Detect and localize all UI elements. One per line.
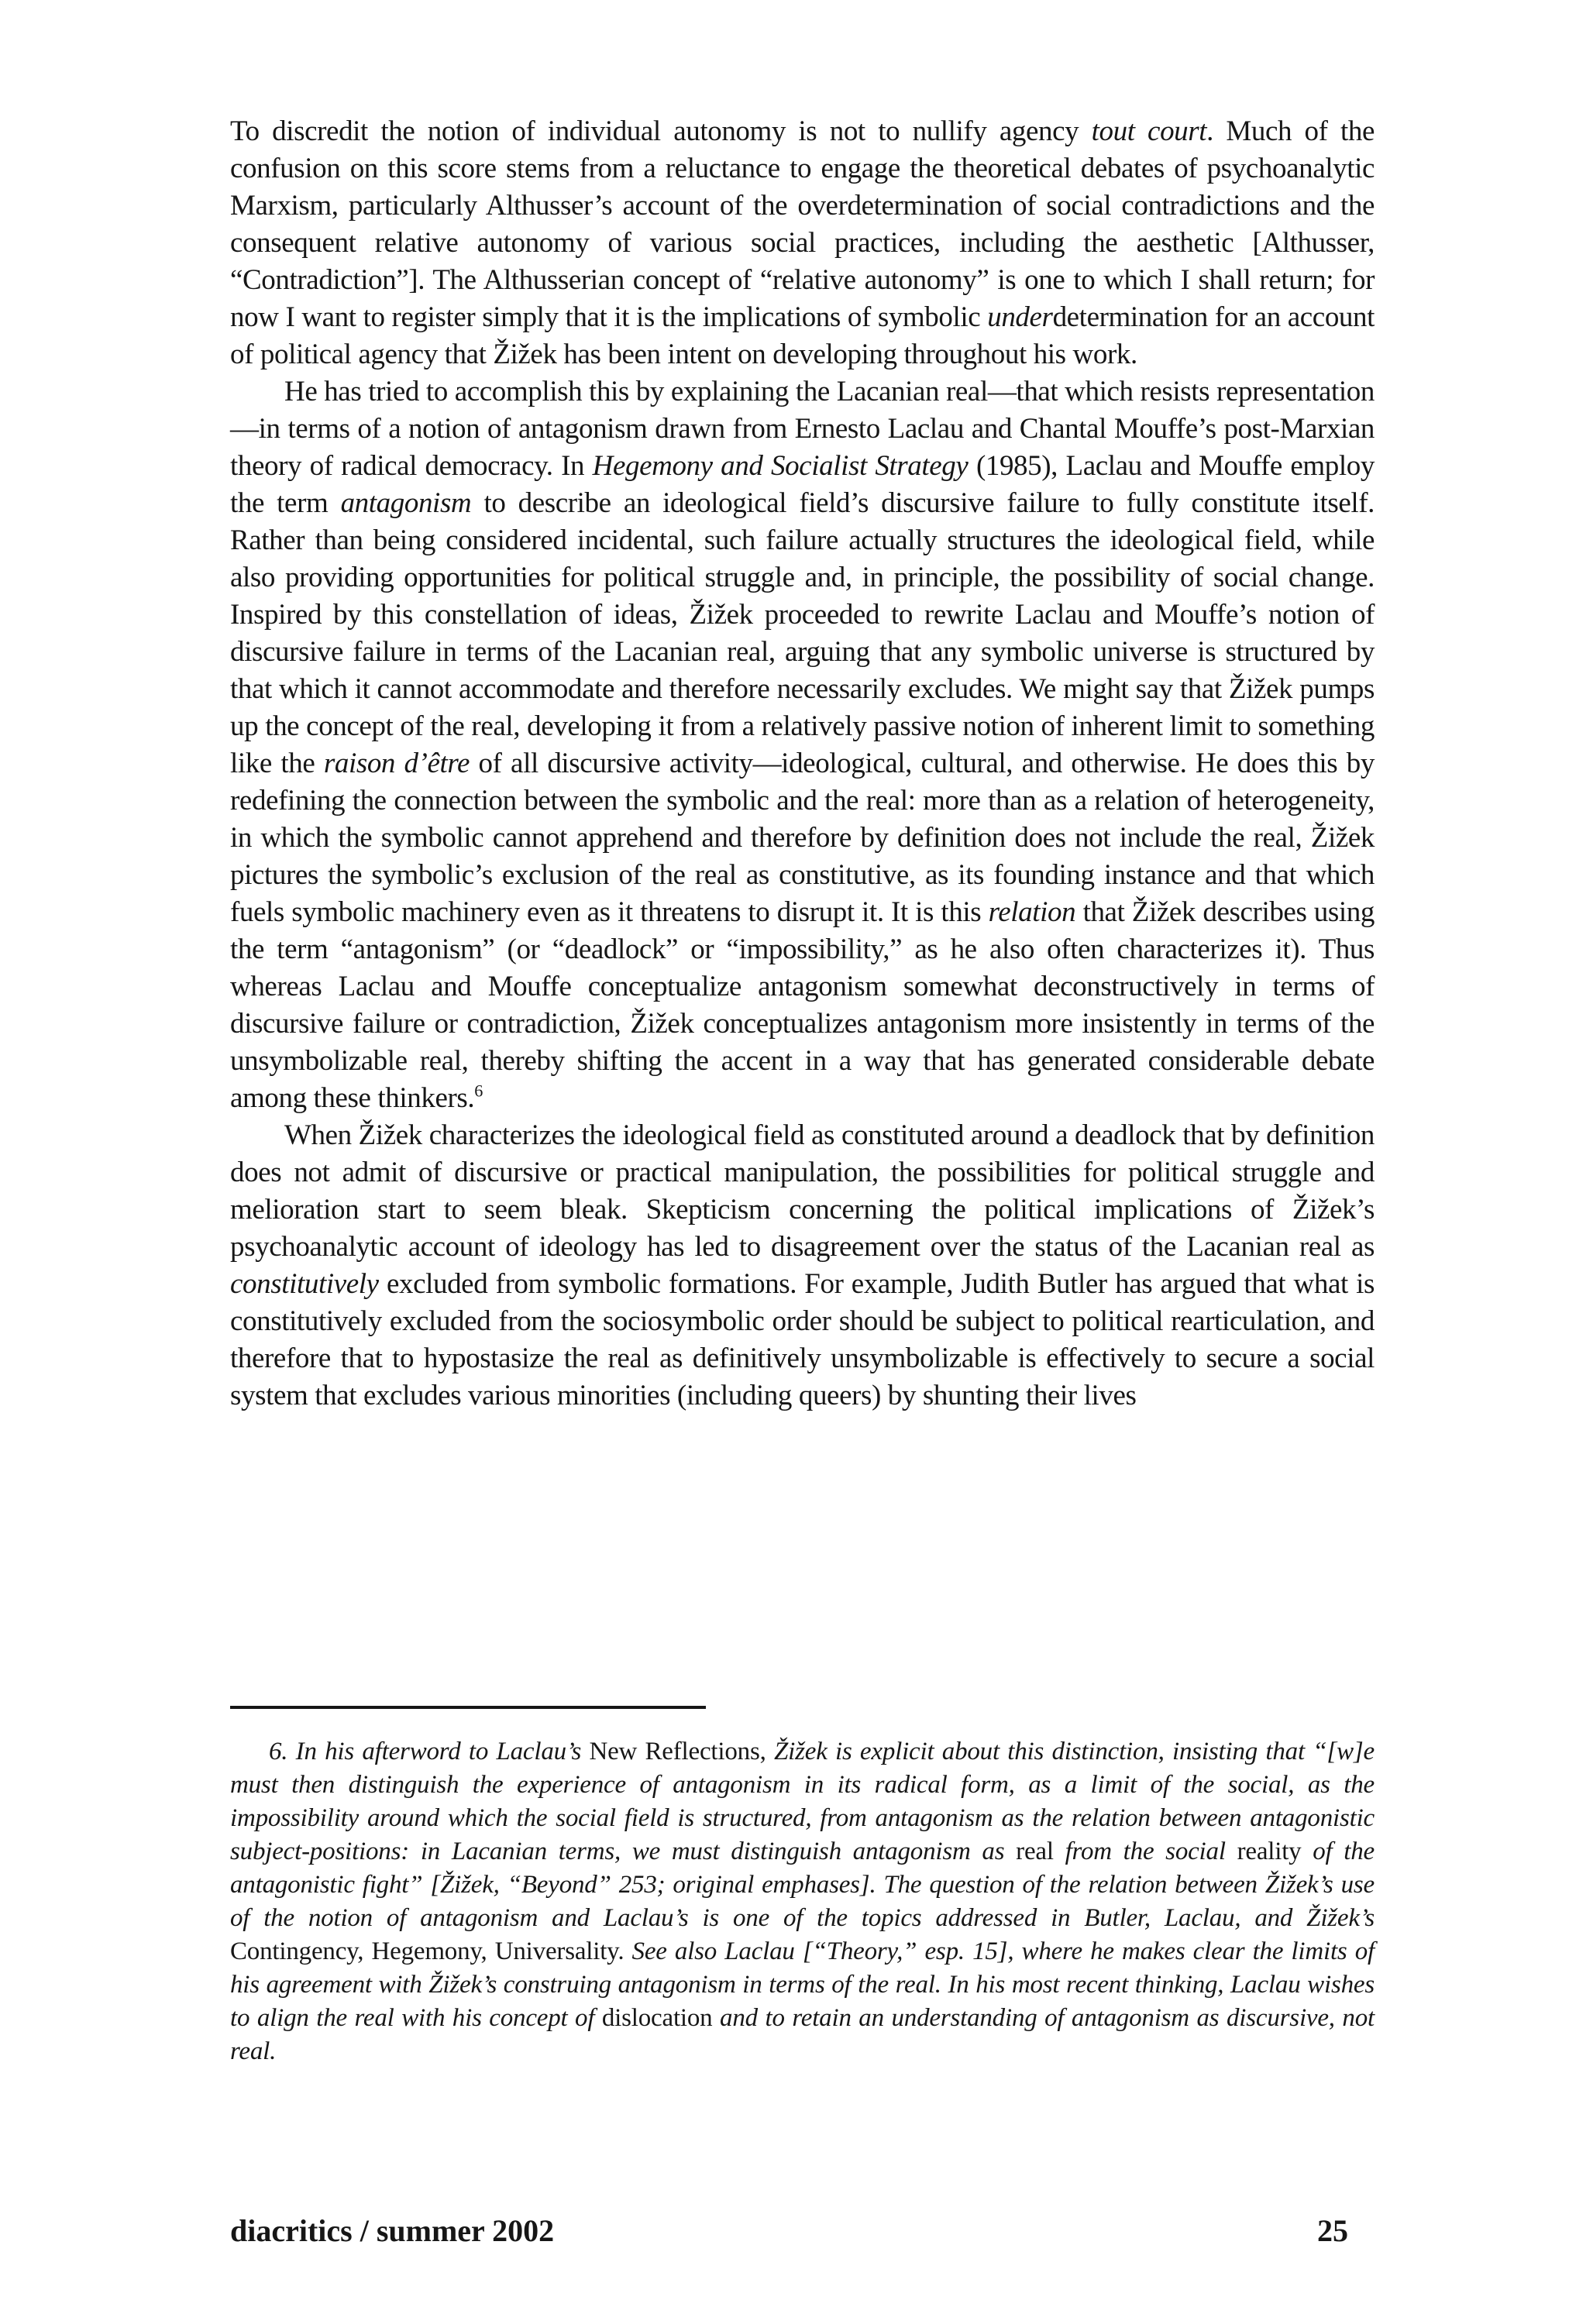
text-run: that Žižek describes using the term “antagonism” (or “deadlock” or “impossibility,” as he also often characterizes it). Thus whereas Laclau and Mouffe conceptualize antagonism somewhat deconstructively in terms of discursive failure or contradiction, Žižek conceptualizes antagonism more insistently in terms of the unsymbolizable real, thereby shifting the accent in a way that has generated considerable debate among these thinkers. — [230, 896, 1375, 1114]
text-run: and to retain an understanding of antagonism as discursive, not real. — [230, 2004, 1375, 2065]
article-body — [230, 113, 1375, 1415]
text-run: relation — [988, 896, 1076, 928]
text-run: real — [1016, 1838, 1054, 1865]
text-run: Contingency, Hegemony, Universality. — [230, 1937, 625, 1965]
text-run: (1985), Laclau and Mouffe employ the term — [230, 450, 1375, 519]
page-number: 25 — [1317, 2213, 1348, 2248]
text-run: antagonism — [340, 487, 472, 519]
text-run: under — [987, 301, 1053, 333]
text-run: New Reflections, — [589, 1738, 766, 1765]
paragraph-2 — [230, 373, 1375, 1117]
text-run: dislocation — [601, 2004, 713, 2032]
text-run: raison d’être — [323, 748, 470, 779]
text-run: of all discursive activity—ideological, cultural, and otherwise. He does this by redefining the connection between the symbolic and the real: more than as a relation of heterogeneity, in which the symbolic cannot apprehend and therefore by definition does not include the real, Žižek pictures the symbolic’s exclusion of the real as constitutive, as its founding instance and that which fuels symbolic machinery even as it threatens to disrupt it. It is this — [230, 748, 1375, 928]
text-run: reality — [1237, 1838, 1302, 1865]
footnote-6 — [230, 1735, 1375, 2068]
text-run: When Žižek characterizes the ideological field as constituted around a deadlock that by definition does not admit of discursive or practical manipulation, the possibilities for political struggle and melioration start to seem bleak. Skepticism concerning the political implications of Žižek’s psychoanalytic account of ideology has led to disagreement over the status of the Lacanian real as — [230, 1119, 1375, 1263]
text-run: 6. In his afterword to Laclau’s — [269, 1738, 590, 1765]
text-run: constitutively — [230, 1268, 379, 1300]
text-run: tout court — [1091, 115, 1207, 147]
text-run: to describe an ideological field’s discursive failure to fully constitute itself. Rather than being considered incidental, such failure actually structures the ideological field, while also providing opportunities for political struggle and, in principle, the possibility of social change. Inspired by this constellation of ideas, Žižek proceeded to rewrite Laclau and Mouffe’s notion of discursive failure in terms of the Lacanian real, arguing that any symbolic universe is structured by that which it cannot accommodate and therefore necessarily excludes. We might say that Žižek pumps up the concept of the real, developing it from a relatively passive notion of inherent limit to something like the — [230, 487, 1375, 779]
page-footer — [230, 2212, 1375, 2249]
text-run: excluded from symbolic formations. For example, Judith Butler has argued that what is constitutively excluded from the sociosymbolic order should be subject to political rearticulation, and therefore that to hypostasize the real as definitively unsymbolizable is effectively to secure a social system that excludes various minorities (including queers) by shunting their lives — [230, 1268, 1375, 1411]
text-run: To discredit the notion of individual autonomy is not to nullify agency — [230, 115, 1092, 147]
text-run: 6 — [474, 1081, 483, 1101]
text-run: . Much of the confusion on this score stems from a reluctance to engage the theoretical debates of psychoanalytic Marxism, particularly Althusser’s account of the overdetermination of social contradictions and the consequent relative autonomy of various social practices, including the aesthetic [Althusser, “Contradiction”]. The Althusserian concept of “relative autonomy” is one to which I shall return; for now I want to register simply that it is the implications of symbolic — [230, 115, 1375, 333]
paragraph-3 — [230, 1117, 1375, 1415]
text-run: Hegemony and Socialist Strategy — [592, 450, 969, 482]
text-run: He has tried to accomplish this by explaining the Lacanian real—that which resists representation—in terms of a notion of antagonism drawn from Ernesto Laclau and Chantal Mouffe’s post-Marxian theory of radical democracy. In — [230, 376, 1375, 482]
text-run: of the antagonistic fight” [Žižek, “Beyond” 253; original emphases]. The question of the relation between Žižek’s use of the notion of antagonism and Laclau’s is one of the topics addressed in Butler, Laclau, and Žižek’s — [230, 1838, 1375, 1932]
text-run: from the social — [1053, 1838, 1237, 1865]
text-run: determination for an account of political agency that Žižek has been intent on developing throughout his work. — [230, 301, 1375, 370]
footnote-separator — [230, 1706, 706, 1709]
paragraph-1 — [230, 113, 1375, 373]
text-run: See also Laclau [“Theory,” esp. 15], where he makes clear the limits of his agreement with Žižek’s construing antagonism in terms of the real. In his most recent thinking, Laclau wishes to align the real with his concept of — [230, 1937, 1375, 2032]
journal-line: diacritics / summer 2002 — [230, 2213, 555, 2248]
text-run: Žižek is explicit about this distinction, insisting that “[w]e must then distinguish the experience of antagonism in its radical form, as a limit of the social, as the impossibility around which the social field is structured, from antagonism as the relation between antagonistic subject-positions: in Lacanian terms, we must distinguish antagonism as — [230, 1738, 1375, 1865]
